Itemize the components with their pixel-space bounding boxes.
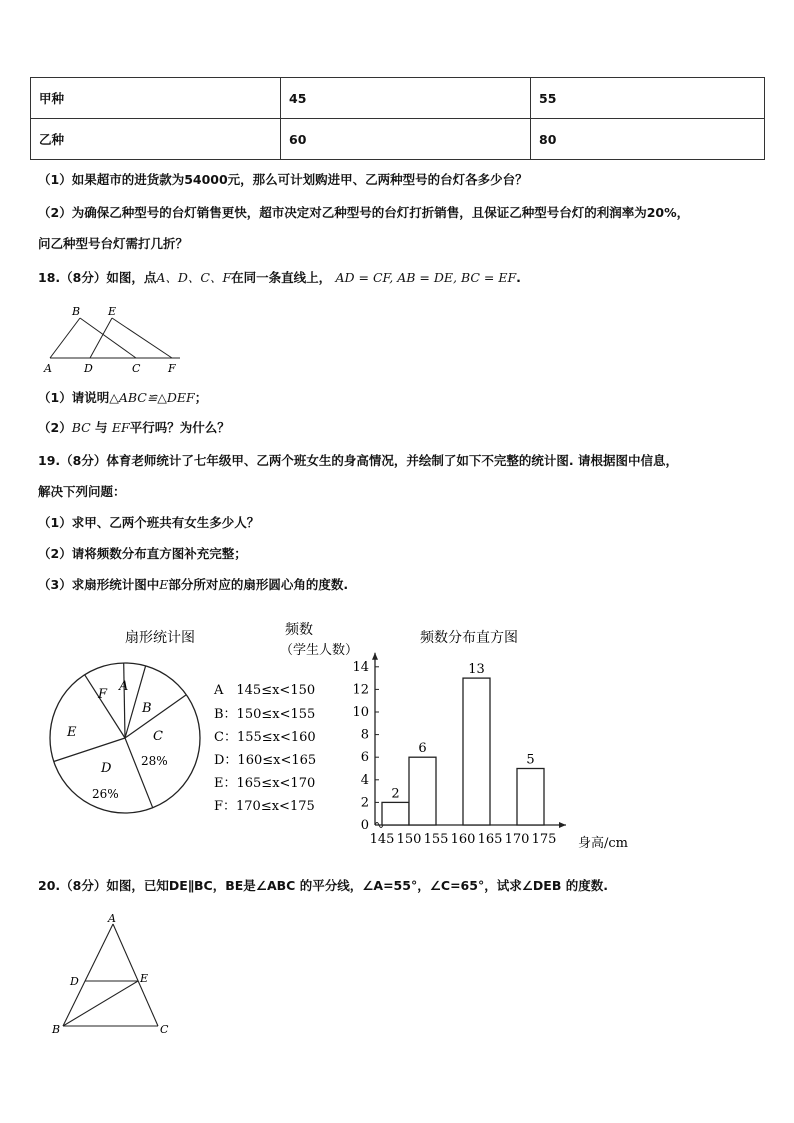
q20-figure	[48, 912, 178, 1036]
label-b: B	[72, 305, 81, 318]
histogram	[280, 612, 660, 862]
y-tick-label: 14	[352, 659, 369, 675]
price-table	[30, 77, 765, 160]
label-d: D	[84, 362, 93, 375]
y-axis-arrow	[372, 653, 378, 660]
hist-bars	[382, 662, 544, 825]
pie-label-f: F	[98, 687, 108, 702]
hist-bar-label: 13	[468, 662, 485, 678]
q19-part1: （1）求甲、乙两个班共有女生多少人？	[38, 515, 260, 530]
hist-bar	[517, 769, 544, 826]
q19-part3: （3）求扇形统计图中E部分所对应的扇形圆心角的度数.	[38, 577, 349, 592]
y-tick-label: 2	[360, 795, 369, 811]
label-a: A	[108, 912, 116, 925]
table-cell: 乙种	[31, 119, 281, 160]
table-row	[31, 78, 765, 119]
x-tick-label: 155	[423, 832, 449, 847]
pie-pct-c: 28%	[141, 754, 168, 768]
hist-bar	[463, 678, 490, 825]
hist-ylabel-b: （学生人数）	[280, 643, 359, 658]
table-cell: 55	[531, 78, 765, 119]
y-tick-label: 12	[352, 682, 369, 698]
q18-stem: 18.（8分）如图，点A、D、C、F在同一条直线上， AD = CF, AB = DE, BC = EF.	[38, 270, 521, 285]
x-tick-label: 160	[450, 832, 476, 847]
label-a: A	[44, 362, 52, 375]
q18-condition: AD = CF, AB = DE, BC = EF	[335, 270, 517, 285]
pie-body	[50, 663, 200, 813]
q17-part1: （1）如果超市的进货款为54000元，那么可计划购进甲、乙两种型号的台灯各多少台？	[38, 172, 528, 187]
x-tick-label: 165	[477, 832, 503, 847]
pie-label-e: E	[67, 725, 77, 740]
table-cell: 60	[281, 119, 531, 160]
hist-bar-label: 6	[418, 741, 427, 757]
hist-bar-label: 5	[526, 752, 535, 768]
label-d: D	[70, 975, 79, 988]
q17-part2-line2: 问乙种型号台灯需打几折？	[38, 236, 189, 251]
x-tick-label: 145	[369, 832, 395, 847]
legend-item: B：150≤x<155	[214, 707, 316, 722]
q19-part2: （2）请将频数分布直方图补充完整；	[38, 546, 247, 561]
table-cell: 甲种	[31, 78, 281, 119]
table-row	[31, 119, 765, 160]
label-e: E	[108, 305, 117, 318]
hist-bar	[409, 757, 436, 825]
label-f: F	[168, 362, 176, 375]
pie-title: 扇形统计图	[125, 630, 195, 646]
x-tick-label: 175	[531, 832, 557, 847]
pie-label-d: D	[101, 761, 112, 776]
label-b: B	[52, 1023, 61, 1036]
q18-part1: （1）请说明△ABC≌△DEF；	[38, 390, 208, 405]
q18-part2: （2）BC 与 EF平行吗？为什么？	[38, 420, 230, 435]
legend-item: D：160≤x<165	[214, 753, 317, 768]
pie-pct-d: 26%	[92, 787, 119, 801]
legend-item: E：165≤x<170	[214, 776, 316, 791]
q18-figure	[38, 300, 188, 376]
legend-item: C：155≤x<160	[214, 730, 316, 745]
pie-divider	[124, 663, 125, 738]
label-e: E	[140, 972, 149, 985]
y-tick-label: 0	[360, 818, 369, 833]
hist-ylabel-a: 频数	[285, 622, 313, 638]
hist-bar-label: 2	[391, 786, 400, 802]
q19-stem-line2: 解决下列问题：	[38, 484, 126, 499]
q20-stem: 20.（8分）如图，已知DE∥BC，BE是∠ABC 的平分线，∠A=55°，∠C=65°，试求∠DEB 的度数.	[38, 878, 608, 893]
q17-part2-line1: （2）为确保乙种型号的台灯销售更快，超市决定对乙种型号的台灯打折销售，且保证乙种型号台灯的利润率为20%，	[38, 205, 690, 220]
x-tick-label: 170	[504, 832, 530, 847]
pie-divider	[54, 738, 125, 762]
hist-xlabel: 身高/cm	[578, 836, 628, 851]
pie-label-a: A	[119, 679, 129, 694]
x-axis-arrow	[559, 822, 566, 828]
y-tick-label: 10	[352, 705, 369, 720]
legend-item: A 145≤x<150	[214, 683, 316, 698]
table-cell: 45	[281, 78, 531, 119]
hist-x-ticks	[370, 832, 557, 847]
hist-title: 频数分布直方图	[420, 630, 518, 646]
hist-bar	[382, 802, 409, 825]
y-tick-label: 4	[360, 772, 369, 788]
table-cell: 80	[531, 119, 765, 160]
label-c: C	[132, 362, 141, 375]
y-tick-label: 8	[360, 727, 369, 743]
q19-stem-line1: 19.（8分）体育老师统计了七年级甲、乙两个班女生的身高情况，并绘制了如下不完整的统计图. 请根据图中信息，	[38, 453, 678, 468]
pie-label-b: B	[142, 701, 152, 716]
pie-divider	[125, 738, 153, 808]
label-c: C	[160, 1023, 169, 1036]
legend-item: F：170≤x<175	[214, 799, 315, 814]
x-tick-label: 150	[396, 832, 422, 847]
y-tick-label: 6	[360, 750, 369, 766]
pie-label-c: C	[153, 729, 163, 744]
